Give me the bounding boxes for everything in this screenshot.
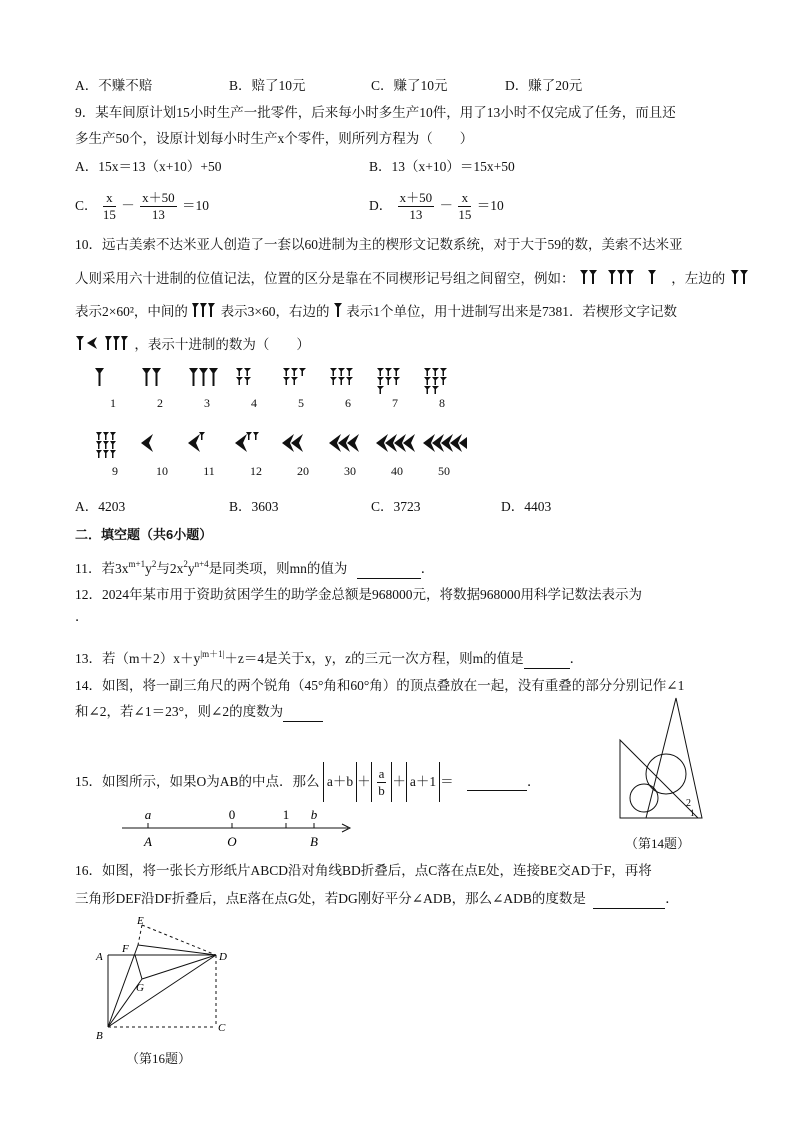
fig14-angle-2-label: 2 — [686, 798, 691, 809]
cuneiform-glyph — [280, 366, 322, 411]
cuneiform-glyph-icon — [233, 430, 279, 464]
q9-option-b: B．13（x+10）＝15x+50 — [369, 159, 515, 174]
q14-text-line1: 14．如图，将一副三角尺的两个锐角（45°角和60°角）的顶点叠放在一起，没有重叠的部分分别记作∠1 — [75, 678, 685, 693]
cuneiform-glyph — [139, 366, 181, 411]
abs-content: a＋b — [326, 774, 354, 789]
q15-end: ． — [527, 774, 541, 789]
q10-text-line2a: 人则采用六十进制的位值记法，位置的区分是靠在不同楔形记号组之间留空，例如： — [75, 271, 575, 286]
q15-prefix: 15．如图所示，如果O为AB的中点．那么 — [75, 774, 320, 789]
cuneiform-question-icon — [75, 334, 131, 352]
cuneiform-glyph — [233, 430, 279, 479]
q8-option-d: D．赚了20元 — [505, 78, 583, 93]
answer-blank[interactable] — [524, 650, 570, 669]
minus-sign: － — [439, 198, 454, 213]
glyph-label: 50 — [438, 464, 450, 478]
equals-ten: ＝10 — [476, 198, 504, 213]
q12-text-line1: 12．2024年某市用于资助贫困学生的助学金总额是968000元，将数据968000用科学记数法表示为 — [75, 587, 642, 602]
figure-16-caption: （第16题） — [126, 1051, 192, 1066]
q10-text-line2b: ，左边的 — [671, 271, 726, 286]
q10-text-line1: 10．远古美索不达米亚人创造了一套以60进制为主的楔形文记数系统，对于大于59的数，美索不达米亚 — [75, 237, 683, 252]
glyph-label: 3 — [204, 396, 210, 410]
fraction-denominator: b — [378, 783, 385, 799]
glyph-label: 1 — [110, 396, 116, 410]
glyph-label: 9 — [112, 464, 118, 478]
minus-sign: － — [121, 198, 135, 213]
answer-blank[interactable] — [283, 703, 323, 722]
q11-term1-y-exponent: 2 — [151, 559, 157, 569]
q16-text-line2: 三角形DEF沿DF折叠后，点E落在点G处，若DG刚好平分∠ADB，那么∠ADB的度数是 ． — [75, 890, 679, 909]
q13-suffix: ＋z＝4是关于x，y，z的三元一次方程，则m的值是 — [224, 651, 524, 666]
q11-mid: 与 — [156, 561, 170, 576]
q11-prefix: 11．若 — [75, 561, 115, 576]
q14-text-line2 — [75, 703, 323, 722]
fraction-numerator: x — [458, 190, 471, 207]
fig16-point-B: B — [96, 1030, 103, 1040]
glyph-label: 10 — [156, 464, 168, 478]
cuneiform-two-icon — [729, 268, 751, 286]
fraction-numerator: x＋50 — [142, 190, 175, 206]
q13-exponent: |m＋1| — [200, 649, 225, 659]
q9-text-line1: 9．某车间原计划15小时生产一批零件，后来每小时多生产10件，用了13小时不仅完成了任务，而且还 — [75, 105, 676, 120]
cuneiform-table-row2 — [92, 430, 472, 490]
q8-option-a: A．不赚不赔 — [75, 78, 153, 93]
cuneiform-glyph-icon — [93, 366, 133, 396]
q11-term1-y: y — [145, 561, 152, 576]
fraction-denominator: 15 — [102, 207, 116, 223]
q9-text-line2: 多生产50个，设原计划每小时生产x个零件，则所列方程为（ ） — [75, 131, 474, 146]
cuneiform-glyph — [421, 366, 463, 411]
fraction — [140, 190, 177, 223]
cuneiform-glyph — [186, 430, 232, 479]
cuneiform-glyph — [374, 366, 416, 411]
glyph-label: 12 — [250, 464, 262, 478]
cuneiform-glyph — [186, 366, 228, 411]
cuneiform-three-icon — [191, 301, 217, 319]
cuneiform-glyph-icon — [92, 430, 138, 464]
cuneiform-one-icon — [333, 301, 343, 319]
q10-option-b: B．3603 — [229, 499, 279, 514]
glyph-label: 5 — [298, 396, 304, 410]
q10-option-a: A．4203 — [75, 499, 126, 514]
glyph-label: 30 — [344, 464, 356, 478]
q9-option-d-label: D． — [369, 198, 393, 213]
glyph-label: 4 — [251, 396, 257, 410]
glyph-label: 6 — [345, 396, 351, 410]
q10-option-c: C．3723 — [371, 499, 421, 514]
cuneiform-glyph-icon — [328, 366, 368, 396]
numberline-label-1: 1 — [282, 807, 290, 822]
fig14-angle-1-label: 1 — [690, 808, 695, 818]
fig16-point-E: E — [137, 915, 144, 927]
q13-text: 13．若$(m+2)x+y^{|m+1|}+z=4$是关于x，y，z的三元一次方程，则m的值是 ． — [75, 645, 583, 669]
numberline-label-a: a — [144, 807, 152, 822]
cuneiform-glyph-icon — [374, 430, 420, 464]
plus-sign: ＋ — [357, 774, 371, 789]
q11-suffix: 是同类项，则mn的值为 — [208, 561, 348, 576]
abs-content: a＋1 — [409, 774, 437, 789]
cuneiform-glyph-icon — [187, 366, 227, 396]
cuneiform-glyph — [92, 430, 138, 479]
cuneiform-glyph-icon — [421, 430, 467, 464]
cuneiform-glyph-icon — [280, 430, 326, 464]
q10-text-line4 — [75, 334, 310, 354]
fig16-point-A: A — [96, 951, 103, 963]
fig16-point-C: C — [218, 1022, 226, 1034]
glyph-label: 40 — [391, 464, 403, 478]
fraction — [103, 190, 116, 223]
q10-text-line3a: 表示2×60²，中间的 — [75, 304, 188, 319]
section-heading-fill-in: 二．填空题（共6小题） — [75, 527, 213, 542]
fig16-point-D: D — [219, 951, 227, 963]
fig16-point-G: G — [136, 982, 144, 994]
fraction — [398, 190, 435, 223]
q16-text-line1: 16．如图，将一张长方形纸片ABCD沿对角线BD折叠后，点C落在点E处，连接BE交AD于F，再将 — [75, 863, 652, 878]
cuneiform-example-icon — [578, 268, 668, 286]
cuneiform-glyph — [327, 430, 373, 479]
cuneiform-glyph-icon — [281, 366, 321, 396]
q8-option-c: C．赚了10元 — [371, 78, 448, 93]
q13-prefix: 13．若（m＋2）x＋y — [75, 651, 201, 666]
equals-sign: ＝ — [440, 774, 454, 789]
fraction-numerator: a — [378, 766, 385, 782]
fraction-denominator: 13 — [409, 207, 423, 223]
q9-option-d — [369, 186, 504, 226]
numberline-point-O: O — [227, 834, 237, 849]
numberline-point-B: B — [310, 834, 318, 849]
q10-text-line3b: 表示3×60，右边的 — [220, 304, 330, 319]
cuneiform-glyph-icon — [422, 366, 462, 396]
q11-term2-y-exponent: n+4 — [194, 559, 209, 569]
answer-blank[interactable] — [593, 890, 665, 909]
cuneiform-glyph-icon — [139, 430, 185, 464]
q16-text-line2b: 三角形DEF沿DF折叠后，点E落在点G处，若DG刚好平分∠ADB，那么∠ADB的度数是 — [75, 891, 586, 906]
cuneiform-glyph — [92, 366, 134, 411]
q10-option-d: D．4403 — [501, 499, 552, 514]
q9-option-a: A．15x＝13（x+10）+50 — [75, 159, 222, 174]
cuneiform-glyph — [233, 366, 275, 411]
glyph-label: 7 — [392, 396, 398, 410]
q9-option-c — [75, 186, 209, 226]
fraction-denominator: 13 — [151, 207, 165, 223]
abs-value — [406, 762, 440, 802]
q11-text: 11．若$3x^{m+1}y^2$与$2x^2y^{n+4}$是同类项，则mn的值为 ． — [75, 555, 434, 579]
q11-term2-exponent: 2 — [183, 559, 188, 569]
cuneiform-glyph-icon — [375, 366, 415, 396]
glyph-label: 8 — [439, 396, 445, 410]
cuneiform-glyph — [374, 430, 420, 479]
q11-term2-y: y — [187, 561, 195, 576]
numberline-label-0: 0 — [228, 807, 236, 822]
q10-text-line3c: 表示1个单位，用十进制写出来是7381．若楔形文字记数 — [346, 304, 678, 319]
q11-term1-exponent: m+1 — [128, 559, 146, 569]
plus-sign: ＋ — [392, 774, 406, 789]
q10-text-line2 — [75, 268, 751, 288]
fig16-point-F: F — [122, 943, 129, 955]
q12-text-line2: ． — [75, 609, 89, 624]
cuneiform-glyph — [139, 430, 185, 479]
fraction-numerator: x — [103, 190, 116, 207]
equals-ten: ＝10 — [182, 198, 210, 213]
q15-text — [75, 762, 541, 802]
cuneiform-glyph — [327, 366, 369, 411]
q10-text-line4b: ，表示十进制的数为（ ） — [134, 337, 310, 352]
cuneiform-glyph — [421, 430, 467, 479]
q11-term1: 3x — [115, 561, 129, 576]
fraction — [458, 190, 471, 223]
glyph-label: 2 — [157, 396, 163, 410]
fraction-numerator: x＋50 — [399, 190, 433, 206]
answer-blank[interactable] — [357, 560, 421, 579]
cuneiform-glyph-icon — [327, 430, 373, 464]
number-line-figure — [118, 804, 358, 854]
glyph-label: 11 — [203, 464, 215, 478]
q10-text-line3 — [75, 301, 677, 321]
q14-text-line2b: 和∠2，若∠1＝23°，则∠2的度数为 — [75, 704, 284, 719]
cuneiform-glyph-icon — [234, 366, 274, 396]
fraction — [377, 766, 387, 799]
glyph-label: 20 — [297, 464, 309, 478]
fraction-denominator: 15 — [458, 207, 472, 223]
q11-term2: 2x — [169, 561, 184, 576]
numberline-label-b: b — [310, 807, 318, 822]
cuneiform-glyph-icon — [186, 430, 232, 464]
abs-value — [323, 762, 357, 802]
figure-14-caption: （第14题） — [625, 836, 691, 851]
answer-blank[interactable] — [467, 774, 527, 791]
q9-option-c-label: C． — [75, 198, 98, 213]
figure-14-triangles — [616, 694, 708, 824]
figure-16-folded-rectangle — [90, 915, 240, 1040]
numberline-point-A: A — [144, 834, 152, 849]
cuneiform-table-row1 — [92, 366, 472, 416]
cuneiform-glyph-icon — [140, 366, 180, 396]
cuneiform-glyph — [280, 430, 326, 479]
abs-value — [371, 762, 393, 802]
q8-option-b: B．赔了10元 — [229, 78, 306, 93]
